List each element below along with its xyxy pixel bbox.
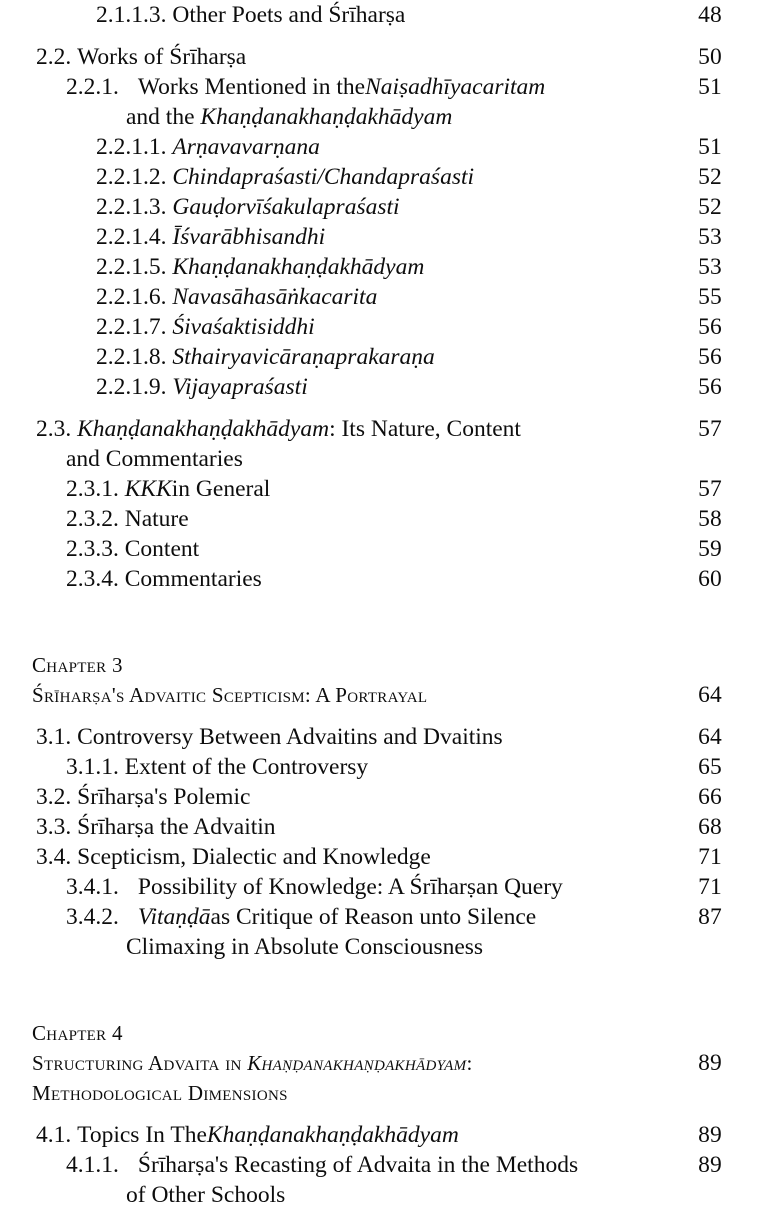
chapter-3-title [0,680,780,710]
toc-entry-title-italic: Gauḍorvīśakulapraśasti [172,194,400,220]
toc-entry-number: 2.2.1.5. [96,254,167,280]
toc-entry-2-2-1-8[interactable] [0,342,780,372]
toc-entry-4-1[interactable] [0,1120,780,1150]
toc-entry-2-3-1[interactable] [0,474,780,504]
chapter-4-title-pre: Structuring Advaita in [32,1051,248,1075]
toc-entry-title-italic: Vijayapraśasti [172,374,308,400]
toc-entry-title-italic: Sthairyavicāraṇaprakaraṇa [172,344,435,370]
toc-entry-page: 71 [698,844,722,870]
chapter-gap [0,962,780,1018]
toc-continuation-italic: Khaṇḍanakhaṇḍakhādyam [200,104,453,130]
toc-entry-page: 60 [698,566,722,592]
toc-entry-number: 3.1. [36,724,72,750]
toc-continuation-text: and Commentaries [66,446,243,472]
toc-entry-number: 3.2. [36,784,72,810]
toc-entry-page: 87 [698,904,722,930]
toc-entry-title: Topics In The [77,1122,207,1148]
toc-entry-number: 2.2.1.1. [96,134,167,160]
section-gap [0,1108,780,1120]
toc-entry-title-italic: Khaṇḍanakhaṇḍakhādyam [77,416,330,442]
toc-entry-page: 52 [698,164,722,190]
toc-entry-page: 57 [698,476,722,502]
toc-entry-title-italic: Īśvarābhisandhi [172,224,326,250]
toc-entry-2-3[interactable] [0,414,780,444]
toc-entry-title-italic: Khaṇḍanakhaṇḍakhādyam [206,1122,459,1148]
toc-entry-3-3[interactable] [0,812,780,842]
toc-entry-2-2-1-9[interactable] [0,372,780,402]
chapter-3-label: Chapter 3 [32,653,123,677]
toc-entry-title: Commentaries [124,566,262,592]
chapter-4-label: Chapter 4 [32,1021,123,1045]
toc-entry-2-2-1-3[interactable] [0,192,780,222]
toc-entry-4-1-1[interactable] [0,1150,780,1180]
toc-entry-title-rest: : Its Nature, Content [329,416,521,442]
toc-entry-3-4-1[interactable] [0,872,780,902]
section-gap [0,710,780,722]
toc-entry-2-1-1-3[interactable] [0,0,780,30]
toc-entry-page: 71 [698,874,722,900]
toc-entry-number: 2.1.1.3. [96,2,167,28]
toc-entry-number: 2.2.1.4. [96,224,167,250]
toc-entry-page: 53 [698,254,722,280]
toc-entry-title: Controversy Between Advaitins and Dvaitins [77,724,503,750]
toc-entry-title: Possibility of Knowledge: A Śrīharṣan Query [137,874,563,900]
section-gap [0,402,780,414]
toc-entry-title: Śrīharṣa's Recasting of Advaita in the Methods [137,1152,579,1178]
toc-entry-title-italic: Navasāhasāṅkacarita [172,284,378,310]
toc-entry-title: Content [124,536,200,562]
toc-entry-2-3-2[interactable] [0,504,780,534]
chapter-3-heading [0,650,780,710]
toc-entry-page: 57 [698,416,722,442]
toc-entry-3-2[interactable] [0,782,780,812]
toc-entry-title: Nature [124,506,189,532]
toc-entry-2-2-1-7[interactable] [0,312,780,342]
toc-entry-continuation [0,102,780,132]
toc-entry-title-rest: as Critique of Reason unto Silence [210,904,537,930]
toc-entry-title: Other Poets and Śrīharṣa [172,2,406,28]
toc-entry-page: 50 [698,44,722,70]
toc-entry-number: 4.1. [36,1122,72,1148]
chapter-gap [0,594,780,650]
chapter-4-title-line2: Methodological Dimensions [32,1081,288,1105]
toc-entry-title-italic: Chindapraśasti/Chandapraśasti [172,164,475,190]
chapter-4-heading [0,1018,780,1108]
toc-entry-number: 2.2.1.3. [96,194,167,220]
toc-entry-number: 2.2.1.8. [96,344,167,370]
toc-entry-page: 66 [698,784,722,810]
toc-entry-title-italic: Śivaśaktisiddhi [172,314,315,340]
toc-entry-continuation [0,444,780,474]
toc-entry-page: 68 [698,814,722,840]
toc-entry-number: 3.3. [36,814,72,840]
toc-entry-page: 64 [698,724,722,750]
toc-entry-page: 52 [698,194,722,220]
toc-entry-continuation [0,1180,780,1210]
toc-entry-page: 48 [698,2,722,28]
chapter-4-title-post: : [466,1051,473,1075]
toc-entry-2-3-3[interactable] [0,534,780,564]
toc-entry-number: 4.1.1. [66,1152,119,1178]
toc-entry-title: Śrīharṣa's Polemic [77,784,251,810]
chapter-3-page: 64 [698,682,722,708]
toc-entry-page: 53 [698,224,722,250]
toc-entry-page: 51 [698,74,722,100]
toc-entry-number: 2.2.1.2. [96,164,167,190]
chapter-4-page: 89 [698,1050,722,1076]
toc-entry-2-2-1-4[interactable] [0,222,780,252]
chapter-4-title [0,1048,780,1078]
toc-entry-number: 3.4. [36,844,72,870]
toc-entry-2-2-1-5[interactable] [0,252,780,282]
toc-entry-title-italic: Vitaṇḍā [137,904,211,930]
toc-entry-2-3-4[interactable] [0,564,780,594]
toc-entry-2-2-1-1[interactable] [0,132,780,162]
toc-entry-title-rest: in General [171,476,271,502]
toc-entry-number: 3.4.2. [66,904,119,930]
toc-entry-number: 2.3.3. [66,536,119,562]
toc-entry-title-italic: Khaṇḍanakhaṇḍakhādyam [172,254,425,280]
toc-entry-number: 2.3.1. [66,476,119,502]
toc-entry-page: 89 [698,1122,722,1148]
toc-entry-3-1-1[interactable] [0,752,780,782]
toc-entry-number: 2.2.1.7. [96,314,167,340]
toc-entry-continuation [0,932,780,962]
toc-entry-number: 2.2.1. [66,74,119,100]
toc-entry-3-4[interactable] [0,842,780,872]
chapter-4-title-italic: Khaṇḍanakhaṇḍakhādyam [247,1051,467,1075]
toc-continuation-text: Climaxing in Absolute Consciousness [126,934,484,960]
toc-entry-2-2-1-6[interactable] [0,282,780,312]
toc-entry-number: 3.4.1. [66,874,119,900]
toc-entry-page: 56 [698,374,722,400]
toc-continuation-text: and the [126,104,201,130]
toc-entry-2-2-1-2[interactable] [0,162,780,192]
toc-entry-2-2-1[interactable] [0,72,780,102]
toc-entry-number: 2.2.1.6. [96,284,167,310]
toc-entry-title: Extent of the Controversy [124,754,369,780]
chapter-3-title-text: Śrīharṣa's Advaitic Scepticism: A Portrayal [32,683,428,707]
toc-entry-title: Works Mentioned in the [137,74,366,100]
toc-entry-3-1[interactable] [0,722,780,752]
toc-entry-number: 2.3. [36,416,72,442]
toc-entry-number: 3.1.1. [66,754,119,780]
toc-entry-page: 59 [698,536,722,562]
toc-entry-title: Scepticism, Dialectic and Knowledge [77,844,431,870]
toc-entry-page: 58 [698,506,722,532]
toc-entry-title: Works of Śrīharṣa [77,44,247,70]
toc-entry-page: 56 [698,344,722,370]
toc-entry-number: 2.2.1.9. [96,374,167,400]
toc-entry-2-2[interactable] [0,42,780,72]
toc-entry-page: 55 [698,284,722,310]
toc-continuation-text: of Other Schools [126,1182,286,1208]
toc-entry-title-italic: Arṇavavarṇana [172,134,320,160]
toc-entry-page: 56 [698,314,722,340]
toc-entry-3-4-2[interactable] [0,902,780,932]
toc-entry-title: Śrīharṣa the Advaitin [77,814,276,840]
toc-entry-number: 2.3.2. [66,506,119,532]
toc-entry-title-italic: KKK [124,476,172,502]
toc-entry-number: 2.2. [36,44,72,70]
toc-entry-page: 65 [698,754,722,780]
section-gap [0,30,780,42]
toc-entry-number: 2.3.4. [66,566,119,592]
toc-entry-page: 89 [698,1152,722,1178]
toc-entry-page: 51 [698,134,722,160]
toc-entry-title-italic: Naiṣadhīyacaritam [365,74,546,100]
